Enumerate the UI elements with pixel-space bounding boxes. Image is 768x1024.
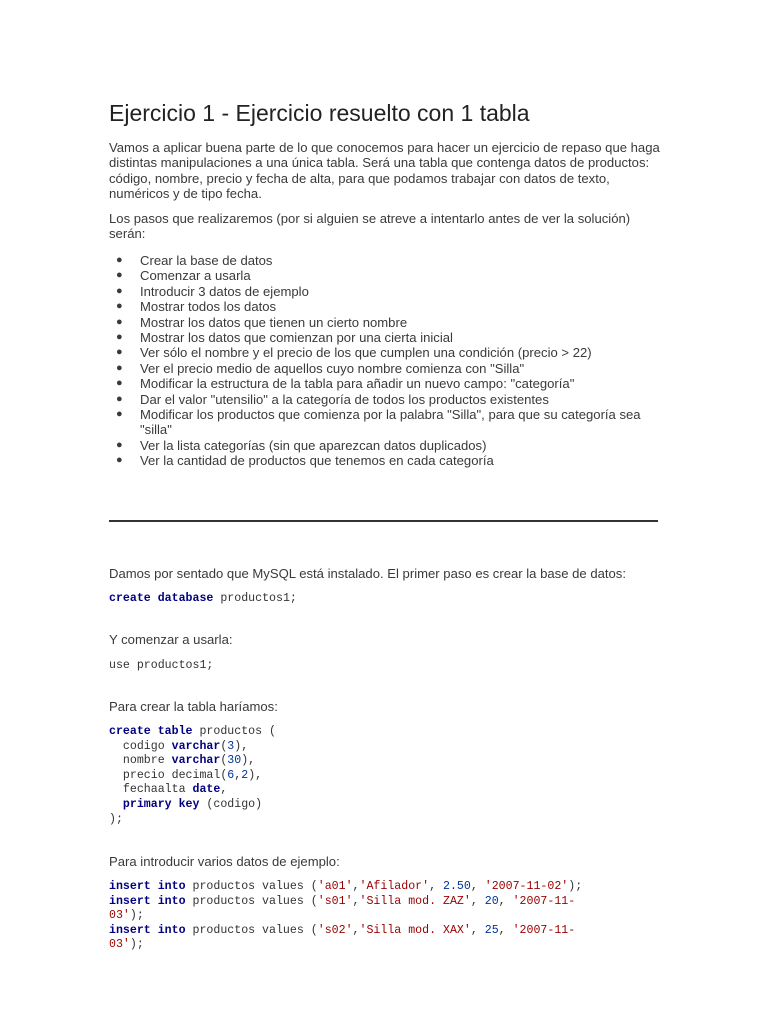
step-list-item — [109, 361, 649, 376]
code-text: , — [352, 923, 360, 937]
code-insert — [109, 880, 582, 953]
steps-intro-line: serán: — [109, 226, 146, 242]
code-keyword: primary key — [122, 797, 200, 811]
code-text: , — [498, 923, 513, 937]
code-keyword: create table — [109, 725, 193, 738]
section-text-create-db: Damos por sentado que MySQL está instalado. El primer paso es crear la base de datos: — [109, 566, 626, 581]
code-string: 'a01' — [317, 880, 353, 893]
steps-list — [109, 253, 649, 469]
code-number: 3 — [227, 739, 235, 753]
step-text: Dar el valor "utensilio" a la categoría de todos los productos existentes — [140, 391, 549, 407]
step-text: Mostrar los datos que comienzan por una cierta inicial — [140, 330, 453, 346]
bullet-icon: ● — [116, 361, 123, 374]
step-list-item — [109, 268, 649, 283]
code-create-db — [109, 592, 297, 607]
code-text: , — [234, 768, 242, 782]
bullet-icon: ● — [116, 346, 123, 359]
code-number: 25 — [484, 923, 499, 937]
code-number: 30 — [227, 754, 242, 768]
step-text: Crear la base de datos — [140, 253, 273, 268]
code-text: , — [470, 880, 485, 893]
step-list-item — [109, 299, 649, 314]
code-text: productos1; — [213, 592, 297, 605]
code-text: codigo — [109, 739, 172, 753]
step-list-item — [109, 284, 649, 299]
step-text: "silla" — [140, 422, 172, 438]
code-string: 's02' — [317, 923, 353, 937]
code-text: , — [429, 880, 443, 893]
bullet-icon: ● — [116, 408, 123, 421]
code-keyword: varchar — [171, 739, 221, 753]
code-number: 2 — [241, 768, 249, 782]
code-number: 2.50 — [443, 880, 471, 893]
intro-line: Vamos a aplicar buena parte de lo que conocemos para hacer un ejercicio de repaso que haga — [109, 140, 660, 155]
code-string: 03' — [109, 909, 130, 923]
step-text: Ver sólo el nombre y el precio de los que cumplen una condición (precio > 22) — [140, 345, 592, 361]
code-number: 20 — [484, 894, 499, 908]
intro-paragraph — [109, 140, 664, 201]
code-keyword: insert into — [109, 894, 186, 908]
step-list-item — [109, 253, 649, 268]
step-text: Ver la cantidad de productos que tenemos en cada categoría — [140, 453, 494, 469]
step-text: Introducir 3 datos de ejemplo — [140, 283, 309, 299]
code-text: ); — [129, 909, 144, 923]
code-text: productos ( — [192, 725, 276, 738]
code-text: ), — [241, 754, 256, 768]
code-text: , — [352, 894, 360, 908]
code-text: productos values ( — [185, 880, 318, 893]
code-string: 'Afilador' — [359, 880, 430, 893]
code-text: ); — [129, 938, 144, 952]
bullet-icon: ● — [116, 300, 123, 313]
code-text: , — [352, 880, 360, 893]
code-text: use productos1; — [109, 659, 214, 672]
code-keyword: insert into — [109, 923, 186, 937]
code-string: 03' — [109, 938, 130, 952]
step-text: Modificar la estructura de la tabla para añadir un nuevo campo: "categoría" — [140, 376, 575, 392]
code-text: ), — [234, 739, 249, 753]
step-text: Mostrar todos los datos — [140, 299, 277, 315]
bullet-icon: ● — [116, 454, 123, 467]
code-text: ( — [220, 754, 228, 768]
code-text: ); — [568, 880, 583, 893]
code-text: , — [220, 783, 228, 797]
horizontal-divider — [109, 520, 658, 522]
bullet-icon: ● — [116, 254, 123, 266]
code-text: precio decimal( — [109, 768, 228, 782]
step-text: Ver el precio medio de aquellos cuyo nombre comienza con "Silla" — [140, 360, 525, 376]
bullet-icon: ● — [116, 331, 123, 344]
code-text: ( — [220, 739, 228, 753]
intro-line: distintas manipulaciones a una única tabla. Será una tabla que contenga datos de productos: — [109, 155, 650, 171]
step-text: Comenzar a usarla — [140, 268, 251, 284]
steps-intro-line: Los pasos que realizaremos (por si alguien se atreve a intentarlo antes de ver la solución) — [109, 211, 631, 226]
section-text-use-db: Y comenzar a usarla: — [109, 632, 233, 647]
code-text: productos values ( — [185, 894, 318, 908]
code-string: 's01' — [317, 894, 353, 908]
bullet-icon: ● — [116, 392, 123, 405]
step-list-item — [109, 330, 649, 345]
code-keyword: create database — [109, 592, 214, 605]
page-title: Ejercicio 1 - Ejercicio resuelto con 1 tabla — [109, 100, 530, 126]
code-text: , — [498, 894, 513, 908]
code-text: , — [470, 894, 485, 908]
code-string: 'Silla mod. XAX' — [359, 923, 471, 937]
code-text: productos values ( — [185, 923, 318, 937]
step-list-item — [109, 315, 649, 330]
code-string: '2007-11- — [512, 923, 576, 937]
step-text: Mostrar los datos que tienen un cierto nombre — [140, 314, 408, 330]
bullet-icon: ● — [116, 377, 123, 390]
code-text: ); — [109, 812, 123, 826]
code-text: fechaalta — [109, 783, 193, 797]
code-text: nombre — [109, 754, 172, 768]
code-text: ), — [248, 768, 263, 782]
intro-line: código, nombre, precio y fecha de alta, para que podamos trabajar con datos de texto, — [109, 170, 610, 186]
code-keyword: insert into — [109, 880, 186, 893]
code-text: (codigo) — [199, 797, 263, 811]
code-text — [109, 798, 123, 811]
intro-line: numéricos y de tipo fecha. — [109, 185, 262, 201]
step-list-item — [109, 376, 649, 391]
bullet-icon: ● — [116, 284, 123, 297]
code-create-table — [109, 725, 276, 827]
bullet-icon: ● — [116, 438, 123, 451]
step-list-item — [109, 345, 649, 360]
step-text: Ver la lista categorías (sin que aparezcan datos duplicados) — [140, 437, 487, 453]
step-list-item — [109, 407, 649, 438]
code-keyword: date — [192, 783, 221, 797]
code-string: '2007-11-02' — [484, 880, 569, 893]
step-text: Modificar los productos que comienza por la palabra "Silla", para que su categoría sea — [140, 407, 641, 423]
code-keyword: varchar — [171, 754, 221, 768]
code-number: 6 — [227, 768, 235, 782]
section-text-create-table: Para crear la tabla haríamos: — [109, 699, 278, 714]
section-text-insert: Para introducir varios datos de ejemplo: — [109, 854, 340, 869]
code-text: , — [470, 923, 485, 937]
code-use-db — [109, 659, 213, 674]
step-list-item — [109, 392, 649, 407]
bullet-icon: ● — [116, 269, 123, 282]
steps-intro-paragraph — [109, 211, 664, 242]
bullet-icon: ● — [116, 315, 123, 328]
code-string: '2007-11- — [512, 894, 576, 908]
code-string: 'Silla mod. ZAZ' — [359, 894, 471, 908]
step-list-item — [109, 438, 649, 453]
step-list-item — [109, 453, 649, 468]
